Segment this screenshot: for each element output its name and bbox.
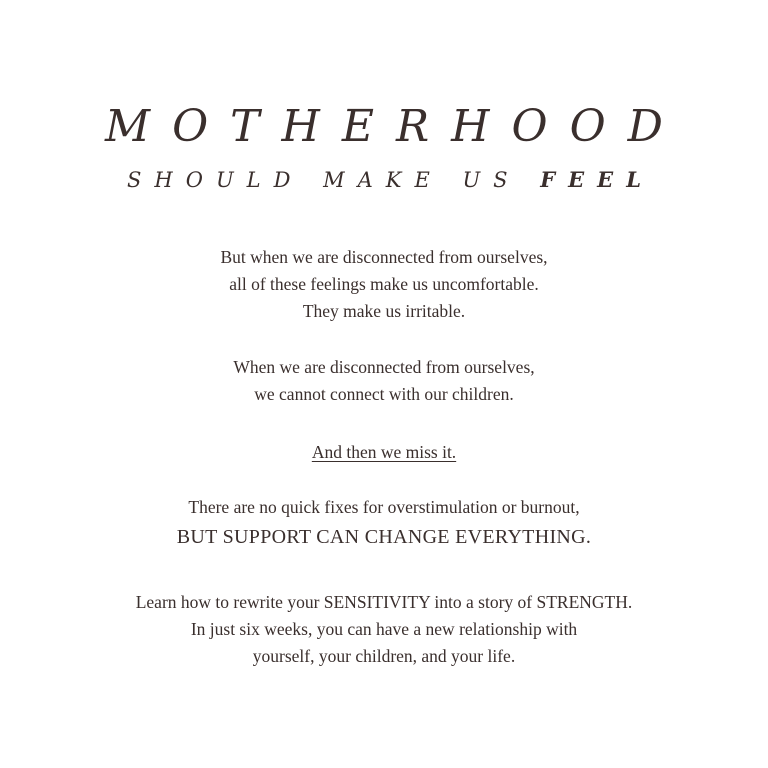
paragraph-support <box>0 494 768 553</box>
paragraph-disconnected-feelings <box>0 244 768 325</box>
paragraph5-line2: In just six weeks, you can have a new relationship with <box>190 619 578 639</box>
paragraph4-line1: There are no quick fixes for overstimulation or burnout, <box>188 497 580 517</box>
paragraph-miss-it <box>0 439 768 466</box>
paragraph-learn <box>0 589 768 670</box>
paragraph3-line1: And then we miss it. <box>311 442 457 462</box>
paragraph2-line2: we cannot connect with our children. <box>254 384 514 404</box>
subtitle-part2: FEEL <box>540 167 654 192</box>
paragraph2-line1: When we are disconnected from ourselves, <box>233 357 535 377</box>
paragraph1-line1: But when we are disconnected from ourselves, <box>220 247 548 267</box>
poster-subtitle <box>0 166 768 194</box>
paragraph1-line3: They make us irritable. <box>302 301 466 321</box>
paragraph5-line1: Learn how to rewrite your SENSITIVITY into a story of STRENGTH. <box>135 592 633 612</box>
poster-title: MOTHERHOOD <box>105 101 685 152</box>
paragraph1-line2: all of these feelings make us uncomfortable. <box>229 274 539 294</box>
subtitle-part1: SHOULD MAKE US <box>127 168 521 192</box>
paragraph5-line3: yourself, your children, and your life. <box>252 646 516 666</box>
support-emphasis: BUT SUPPORT CAN CHANGE EVERYTHING. <box>176 526 592 548</box>
paragraph-cannot-connect <box>0 354 768 408</box>
